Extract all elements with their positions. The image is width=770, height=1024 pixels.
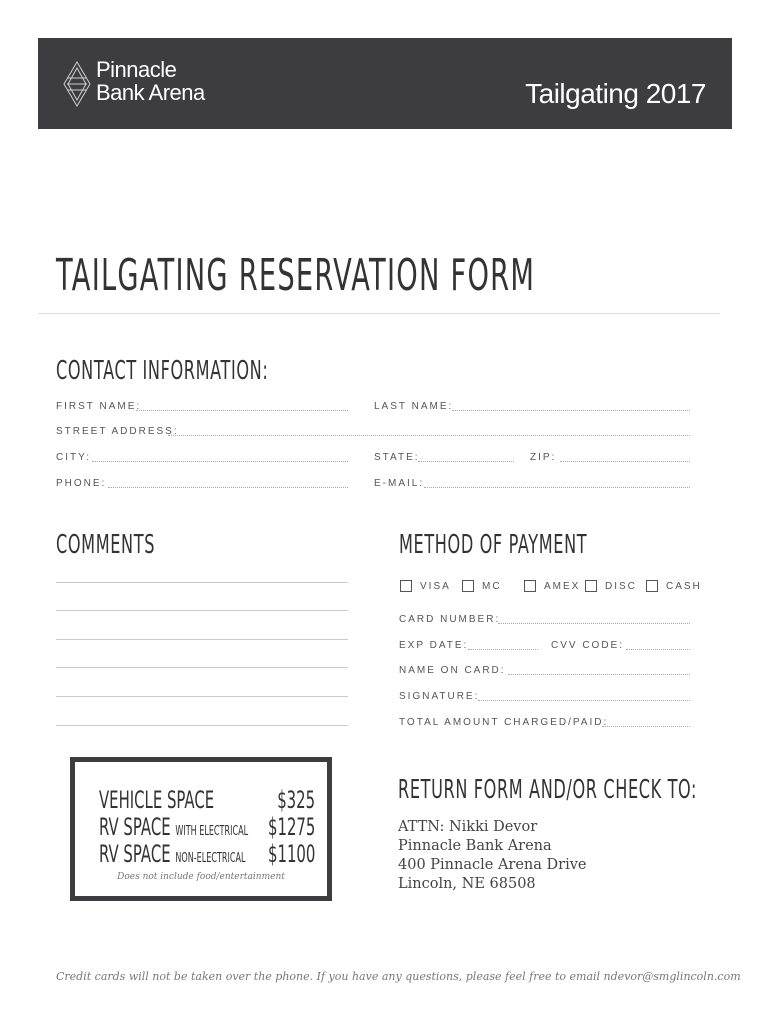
payment-option-disc[interactable] <box>585 578 637 594</box>
address-line: Pinnacle Bank Arena <box>398 838 552 854</box>
city-label: CITY: <box>56 452 92 463</box>
signature-label: SIGNATURE: <box>399 691 480 702</box>
signature-field[interactable] <box>478 700 690 701</box>
comment-line[interactable] <box>56 610 348 611</box>
total-amount-field[interactable] <box>602 726 690 727</box>
amex-label: AMEX <box>544 580 581 592</box>
form-title: TAILGATING RESERVATION FORM <box>56 250 536 301</box>
vehicle-space-row <box>99 786 315 814</box>
first-name-label: FIRST NAME: <box>56 401 142 412</box>
payment-option-amex[interactable] <box>524 578 580 594</box>
payment-option-cash[interactable] <box>646 578 702 594</box>
street-address-label: STREET ADDRESS: <box>56 426 179 437</box>
exp-date-label: EXP DATE: <box>399 640 469 651</box>
last-name-label: LAST NAME: <box>374 401 454 412</box>
name-on-card-label: NAME ON CARD: <box>399 665 506 676</box>
cash-checkbox[interactable] <box>646 580 658 592</box>
banner-title: Tailgating 2017 <box>525 78 706 109</box>
phone-field[interactable] <box>108 487 348 488</box>
return-heading: RETURN FORM AND/OR CHECK TO: <box>398 775 698 805</box>
visa-label: VISA <box>420 580 451 592</box>
disc-checkbox[interactable] <box>585 580 597 592</box>
payment-option-visa[interactable] <box>400 578 451 594</box>
comment-line[interactable] <box>56 696 348 697</box>
email-field[interactable] <box>424 487 690 488</box>
rv-electrical-row <box>99 813 315 841</box>
total-amount-label: TOTAL AMOUNT CHARGED/PAID: <box>399 717 609 728</box>
logo-line-1: Pinnacle <box>96 57 177 82</box>
state-label: STATE: <box>374 452 420 463</box>
contact-heading: CONTACT INFORMATION: <box>56 356 269 386</box>
arena-logo-text <box>96 58 205 104</box>
mc-checkbox[interactable] <box>462 580 474 592</box>
amex-checkbox[interactable] <box>524 580 536 592</box>
return-address <box>398 818 587 894</box>
zip-label: ZIP: <box>530 452 557 463</box>
disc-label: DISC <box>605 580 637 592</box>
arena-logo-icon <box>62 60 92 108</box>
zip-field[interactable] <box>560 461 690 462</box>
visa-checkbox[interactable] <box>400 580 412 592</box>
comments-heading: COMMENTS <box>56 530 156 560</box>
footer-note: Credit cards will not be taken over the phone. If you have any questions, please feel free to email ndevor@smglincoln.com <box>56 970 741 983</box>
address-line: ATTN: Nikki Devor <box>398 819 538 835</box>
rv-electrical-label: RV SPACE WITH ELECTRICAL <box>99 813 249 841</box>
first-name-field[interactable] <box>136 410 348 411</box>
address-line: Lincoln, NE 68508 <box>398 876 536 892</box>
street-address-field[interactable] <box>168 435 690 436</box>
card-number-label: CARD NUMBER: <box>399 614 501 625</box>
pricing-box <box>70 757 332 901</box>
vehicle-space-label: VEHICLE SPACE <box>99 786 215 814</box>
name-on-card-field[interactable] <box>508 674 690 675</box>
address-line: 400 Pinnacle Arena Drive <box>398 857 587 873</box>
vehicle-space-price: $325 <box>277 786 315 814</box>
rv-non-electrical-row <box>99 840 315 868</box>
payment-heading: METHOD OF PAYMENT <box>399 530 588 560</box>
email-label: E-MAIL: <box>374 478 425 489</box>
cvv-field[interactable] <box>626 649 690 650</box>
title-divider <box>38 313 720 314</box>
state-field[interactable] <box>418 461 514 462</box>
last-name-field[interactable] <box>452 410 690 411</box>
card-number-field[interactable] <box>498 623 690 624</box>
rv-electrical-price: $1275 <box>267 813 315 841</box>
comment-line[interactable] <box>56 725 348 726</box>
cvv-label: CVV CODE: <box>551 640 625 651</box>
comment-line[interactable] <box>56 582 348 583</box>
comment-line[interactable] <box>56 639 348 640</box>
rv-non-electrical-sub: NON-ELECTRICAL <box>175 851 246 866</box>
city-field[interactable] <box>92 461 348 462</box>
rv-electrical-sub: WITH ELECTRICAL <box>175 824 249 839</box>
logo-line-2: Bank Arena <box>96 80 205 105</box>
exp-date-field[interactable] <box>468 649 538 650</box>
payment-option-mc[interactable] <box>462 578 502 594</box>
header-banner <box>38 38 732 129</box>
cash-label: CASH <box>666 580 702 592</box>
phone-label: PHONE: <box>56 478 107 489</box>
rv-non-electrical-label: RV SPACE NON-ELECTRICAL <box>99 840 246 868</box>
rv-non-electrical-price: $1100 <box>267 840 315 868</box>
comment-line[interactable] <box>56 667 348 668</box>
mc-label: MC <box>482 580 502 592</box>
pricing-note: Does not include food/entertainment <box>117 872 285 882</box>
